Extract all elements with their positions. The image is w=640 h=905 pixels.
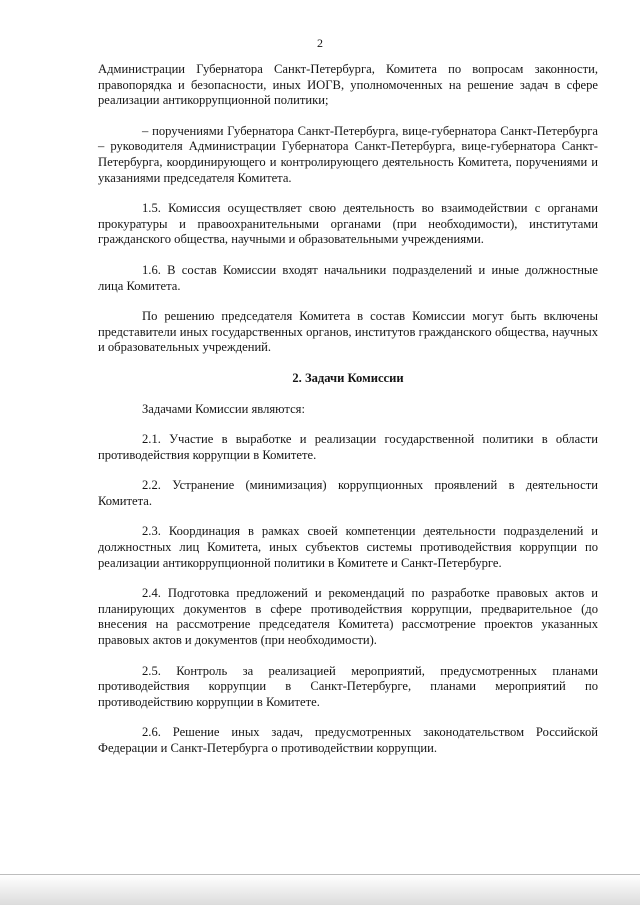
task-item: 2.5. Контроль за реализацией мероприятий, предусмотренных планами противодействия коррупции в Санкт-Петербурге, планами мероприятий по противодействию коррупции в Комитете. [98,663,598,709]
task-item: 2.3. Координация в рамках своей компетенции деятельности подразделений и должностных лиц Комитета, иных субъектов системы противодействия коррупции по реализации антикоррупционной политики в Комитете и Санкт-Петербурге. [98,524,598,570]
paragraph-decision: По решению председателя Комитета в состав Комиссии могут быть включены представители иных государственных органов, институтов гражданского общества, научных и образовательных учреждений. [98,309,598,355]
scan-bottom-edge [0,874,640,905]
bullet-paragraph: – поручениями Губернатора Санкт-Петербурга, вице-губернатора Санкт-Петербурга – руководителя Администрации Губернатора Санкт-Петербурга, вице-губернатора Санкт-Петербурга, координирующего и контролирующего деятельность Комитета, поручениями и указаниями председателя Комитета. [98,123,598,185]
tasks-intro: Задачами Комиссии являются: [142,401,305,416]
task-item: 2.4. Подготовка предложений и рекомендаций по разработке правовых актов и планирующих документов в сфере противодействия коррупции, предварительное (до внесения на рассмотрение председателя Комитета) рассмотрение проектов указанных правовых актов и документов (при необходимости). [98,586,598,648]
document-body [98,62,598,772]
page-number: 2 [317,36,323,50]
paragraph-1-5: 1.5. Комиссия осуществляет свою деятельность во взаимодействии с органами прокуратуры и правоохранительными органами (при необходимости), институтами гражданского общества, научными и образовательными учреждениями. [98,201,598,247]
task-item: 2.6. Решение иных задач, предусмотренных законодательством Российской Федерации и Санкт-Петербурга о противодействии коррупции. [98,725,598,755]
section-heading: 2. Задачи Комиссии [292,370,404,385]
task-item: 2.2. Устранение (минимизация) коррупционных проявлений в деятельности Комитета. [98,478,598,508]
paragraph-1-6: 1.6. В состав Комиссии входят начальники подразделений и иные должностные лица Комитета. [98,262,598,293]
intro-paragraph: Администрации Губернатора Санкт-Петербурга, Комитета по вопросам законности, правопорядка и безопасности, иных ИОГВ, уполномоченных на решение задач в сфере реализации антикоррупционной политики; [98,62,598,108]
task-item: 2.1. Участие в выработке и реализации государственной политики в области противодействия коррупции в Комитете. [98,432,598,462]
